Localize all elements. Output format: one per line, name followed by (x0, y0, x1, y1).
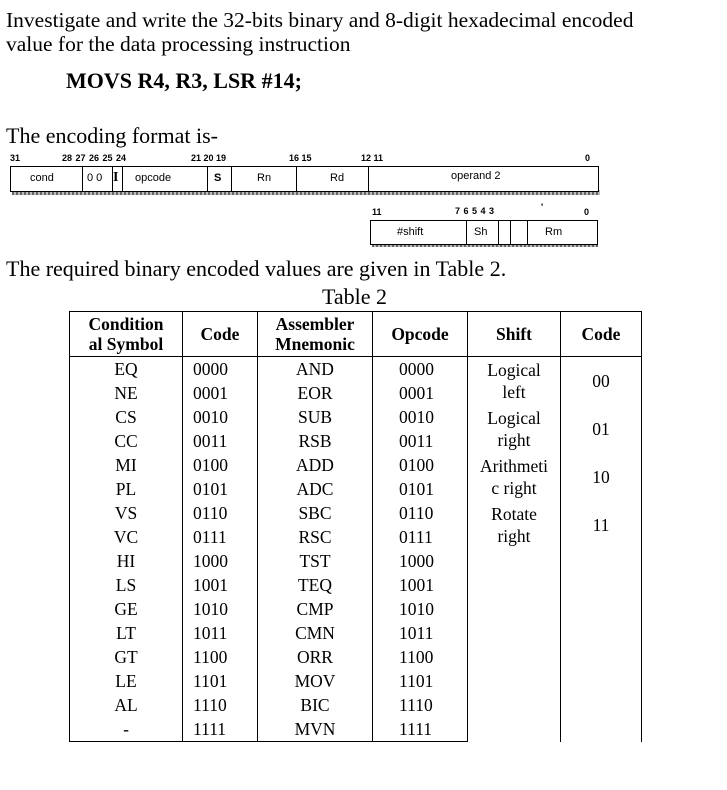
cell-code: 1000 (183, 549, 258, 573)
required-text: The required binary encoded values are given in Table 2. (6, 256, 507, 281)
divider (498, 220, 499, 244)
header-condition: Condition al Symbol (70, 312, 183, 357)
cell-mnemonic: EOR (258, 381, 373, 405)
cell-opcode: 0011 (373, 429, 468, 453)
field-s: S (214, 172, 222, 184)
bit-12-11: 12 11 (361, 153, 384, 163)
cell-shift (468, 693, 561, 742)
cell-opcode: 0110 (373, 501, 468, 525)
cell-mnemonic: MVN (258, 717, 373, 742)
op2-bit-0: 0 (584, 207, 590, 217)
cell-shift-code (561, 645, 642, 693)
cell-mnemonic: RSC (258, 525, 373, 549)
cell-condition: GT (70, 645, 183, 669)
cell-mnemonic: MOV (258, 669, 373, 693)
cell-opcode: 0111 (373, 525, 468, 549)
divider (231, 166, 232, 191)
cell-code: 1100 (183, 645, 258, 669)
cell-opcode: 1111 (373, 717, 468, 742)
table-row (70, 453, 642, 477)
cell-condition: MI (70, 453, 183, 477)
bit-31: 31 (10, 153, 21, 163)
cell-shift-code (561, 597, 642, 645)
cell-shift: Logical left (468, 357, 561, 406)
cell-condition: LS (70, 573, 183, 597)
bit-0: 0 (585, 153, 591, 163)
cell-mnemonic: ADC (258, 477, 373, 501)
header-shift-code: Code (561, 312, 642, 357)
cell-condition: CS (70, 405, 183, 429)
cell-opcode: 1011 (373, 621, 468, 645)
cell-shift-code: 00 (561, 357, 642, 406)
cell-mnemonic: RSB (258, 429, 373, 453)
cell-mnemonic: TST (258, 549, 373, 573)
cell-condition: EQ (70, 357, 183, 382)
divider (368, 166, 369, 191)
cell-mnemonic: SUB (258, 405, 373, 429)
cell-mnemonic: BIC (258, 693, 373, 717)
cell-shift (468, 597, 561, 645)
field-shift-amount: #shift (397, 226, 424, 238)
divider (466, 220, 467, 244)
cell-mnemonic: ORR (258, 645, 373, 669)
table-row (70, 693, 642, 717)
header-code: Code (183, 312, 258, 357)
cell-condition: LT (70, 621, 183, 645)
cell-mnemonic: SBC (258, 501, 373, 525)
cell-shift (468, 549, 561, 597)
cell-code: 0100 (183, 453, 258, 477)
field-i: I (113, 170, 119, 185)
cell-opcode: 1110 (373, 693, 468, 717)
field-opcode: opcode (135, 172, 172, 184)
divider (122, 166, 123, 191)
cell-shift: Arithmeti c right (468, 453, 561, 501)
cell-condition: VS (70, 501, 183, 525)
divider (527, 220, 528, 244)
cell-opcode: 0000 (373, 357, 468, 382)
cell-condition: AL (70, 693, 183, 717)
cell-shift-code (561, 549, 642, 597)
cell-condition: NE (70, 381, 183, 405)
cell-shift: Logical right (468, 405, 561, 453)
op2-bit-7-3: 7 6 5 4 3 (455, 206, 495, 216)
field-00: 0 0 (87, 172, 103, 184)
question-line-2: value for the data processing instruction (6, 32, 351, 56)
table-header-row (70, 312, 642, 357)
cell-condition: VC (70, 525, 183, 549)
cell-opcode: 1000 (373, 549, 468, 573)
format-heading: The encoding format is- (6, 123, 218, 148)
cell-code: 0010 (183, 405, 258, 429)
divider (296, 166, 297, 191)
cell-code: 0011 (183, 429, 258, 453)
field-rd: Rd (330, 172, 345, 184)
cell-code: 1011 (183, 621, 258, 645)
question-line-1: Investigate and write the 32-bits binary and 8-digit hexadecimal encoded (6, 8, 634, 32)
table-caption: Table 2 (322, 284, 388, 309)
cell-shift-code (561, 693, 642, 742)
field-rm: Rm (545, 226, 563, 238)
bit-21-19: 21 20 19 (191, 153, 227, 163)
cell-condition: - (70, 717, 183, 742)
table-row (70, 501, 642, 525)
cell-shift: Rotate right (468, 501, 561, 549)
field-sh: Sh (474, 226, 488, 238)
cell-shift (468, 645, 561, 693)
bit-16-15: 16 15 (289, 153, 312, 163)
cell-mnemonic: ADD (258, 453, 373, 477)
cell-code: 1101 (183, 669, 258, 693)
divider (207, 166, 208, 191)
divider (82, 166, 83, 191)
cell-code: 1111 (183, 717, 258, 742)
cell-opcode: 1101 (373, 669, 468, 693)
cell-condition: HI (70, 549, 183, 573)
cell-code: 1001 (183, 573, 258, 597)
cell-code: 1010 (183, 597, 258, 621)
cell-code: 1110 (183, 693, 258, 717)
op2-bit-tick: ' (541, 202, 544, 212)
cell-condition: LE (70, 669, 183, 693)
header-opcode: Opcode (373, 312, 468, 357)
cell-condition: GE (70, 597, 183, 621)
table-row (70, 405, 642, 429)
cell-code: 0111 (183, 525, 258, 549)
cell-code: 0001 (183, 381, 258, 405)
cell-code: 0110 (183, 501, 258, 525)
question-text (6, 8, 722, 56)
cell-opcode: 0001 (373, 381, 468, 405)
op2-bit-11: 11 (372, 207, 382, 217)
cell-mnemonic: TEQ (258, 573, 373, 597)
table-row (70, 357, 642, 382)
cell-opcode: 0101 (373, 477, 468, 501)
divider (510, 220, 511, 244)
cell-shift-code: 11 (561, 501, 642, 549)
cell-opcode: 0100 (373, 453, 468, 477)
cell-code: 0101 (183, 477, 258, 501)
bit-28-24: 28 27 26 25 24 (62, 153, 127, 163)
cell-shift-code: 01 (561, 405, 642, 453)
cell-mnemonic: CMP (258, 597, 373, 621)
cell-mnemonic: CMN (258, 621, 373, 645)
cell-mnemonic: AND (258, 357, 373, 382)
cell-shift-code: 10 (561, 453, 642, 501)
table-row (70, 645, 642, 669)
cell-opcode: 1001 (373, 573, 468, 597)
field-operand2: operand 2 (451, 170, 501, 182)
cell-opcode: 0010 (373, 405, 468, 429)
encoding-table (69, 311, 642, 742)
table-row (70, 597, 642, 621)
cell-condition: CC (70, 429, 183, 453)
header-shift: Shift (468, 312, 561, 357)
field-cond: cond (30, 172, 54, 184)
cell-code: 0000 (183, 357, 258, 382)
table-row (70, 549, 642, 573)
cell-opcode: 1100 (373, 645, 468, 669)
header-assembler: Assembler Mnemonic (258, 312, 373, 357)
field-rn: Rn (257, 172, 272, 184)
cell-opcode: 1010 (373, 597, 468, 621)
cell-condition: PL (70, 477, 183, 501)
instruction: MOVS R4, R3, LSR #14; (66, 68, 302, 93)
